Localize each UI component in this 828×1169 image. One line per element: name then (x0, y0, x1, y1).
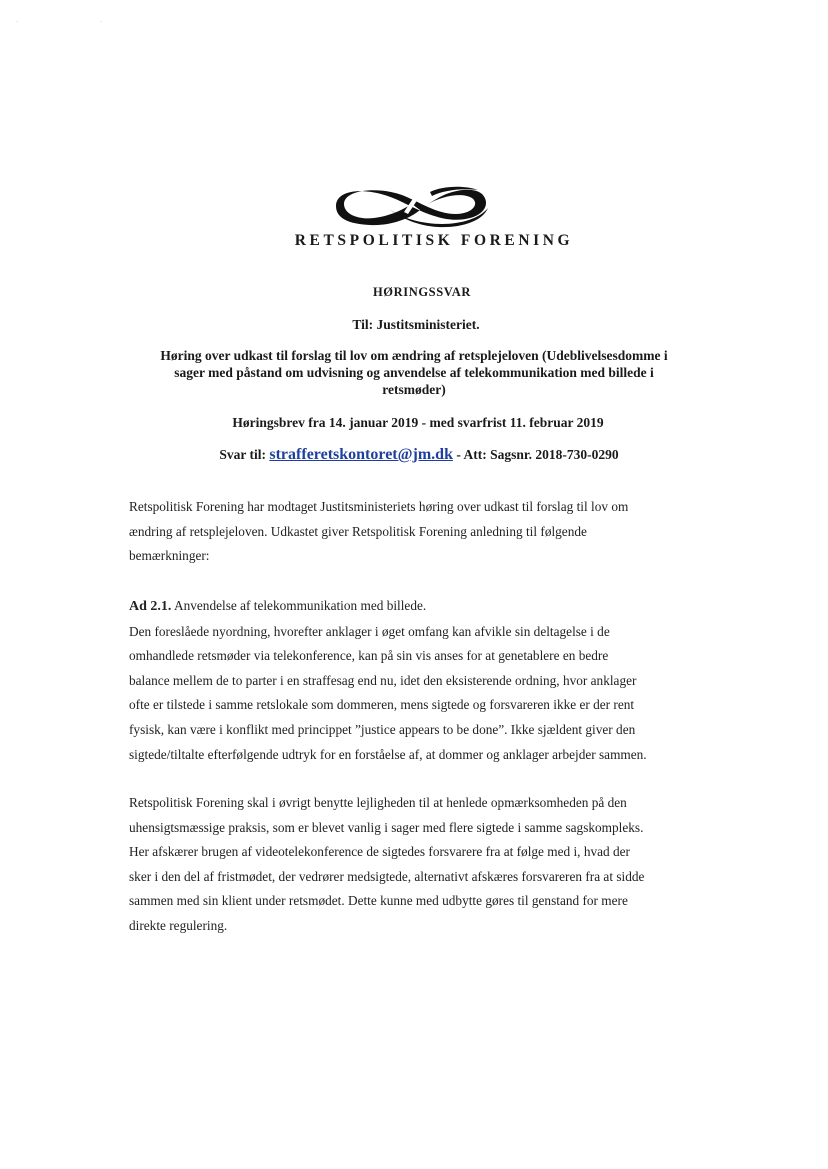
infinity-swirl-logo (330, 184, 494, 228)
document-type-heading: HØRINGSSVAR (372, 285, 472, 299)
reply-email-link[interactable]: strafferetskontoret@jm.dk (269, 446, 453, 463)
paragraph-line: ofte er tilstede i samme retslokale som dommeren, mens sigtede og forsvareren ikke er der rent (129, 697, 635, 713)
intro-paragraph (129, 495, 699, 569)
paragraph-line: sker i den del af fristmødet, der vedrører medsigtede, alternativt afskæres forsvareren fra at sidde (129, 868, 645, 884)
paragraph-line: Den foreslåede nyordning, hvorefter anklager i øget omfang kan afvikle sin deltagelse i de (129, 623, 610, 639)
paragraph-line: sigtede/tiltalte efterfølgende udtryk for en forståelse af, at dommer og anklager arbejder sammen. (129, 746, 647, 762)
hearing-letter-date: Høringsbrev fra 14. januar 2019 - med svarfrist 11. februar 2019 (232, 415, 604, 430)
subject-heading (140, 347, 688, 398)
paragraph-line: Retspolitisk Forening skal i øvrigt benytte lejligheden til at henlede opmærksomheden på den (129, 795, 627, 810)
subject-line: retsmøder) (382, 382, 446, 397)
section-2-1 (129, 594, 699, 767)
scan-artifact-marks: · · (16, 18, 143, 26)
reply-to-line (0, 446, 828, 464)
subject-line: Høring over udkast til forslag til lov om ændring af retsplejeloven (Udeblivelsesdomme i (160, 348, 668, 363)
recipient-line: Til: Justitsministeriet. (352, 317, 480, 332)
paragraph-line: bemærkninger: (129, 548, 210, 564)
paragraph-line: direkte regulering. (129, 917, 228, 933)
reply-prefix: Svar til: (219, 447, 266, 462)
paragraph-line: sammen med sin klient under retsmødet. Dette kunne med udbytte gøres til genstand for mere (129, 893, 628, 909)
section-title: Anvendelse af telekommunikation med billede. (174, 598, 427, 613)
reply-case-number: - Att: Sagsnr. 2018-730-0290 (456, 447, 619, 462)
paragraph-line: balance mellem de to parter i en straffesag end nu, idet den eksisterende ordning, hvor anklager (129, 672, 637, 688)
paragraph-line: Her afskærer brugen af videotelekonference de sigtedes forsvarere fra at følge med i, hvad der (129, 844, 630, 860)
section-heading (129, 594, 699, 620)
section-label: Ad 2.1. (129, 599, 172, 614)
paragraph-line: ændring af retsplejeloven. Udkastet giver Retspolitisk Forening anledning til følgende (129, 523, 587, 539)
subject-line: sager med påstand om udvisning og anvendelse af telekommunikation med billede i (174, 365, 654, 380)
paragraph-line: Retspolitisk Forening har modtaget Justitsministeriets høring over udkast til forslag til lov om (129, 499, 629, 514)
closing-paragraph (129, 791, 699, 939)
org-name: RETSPOLITISK FORENING (294, 232, 574, 249)
paragraph-line: uhensigtsmæssige praksis, som er blevet vanlig i sager med flere sigtede i samme sagskompleks. (129, 819, 644, 835)
paragraph-line: omhandlede retsmøder via telekonference, kan på sin vis anses for at genetablere en bedre (129, 648, 609, 664)
paragraph-line: fysisk, kan være i konflikt med princippet ”justice appears to be done”. Ikke sjældent giver den (129, 721, 636, 737)
